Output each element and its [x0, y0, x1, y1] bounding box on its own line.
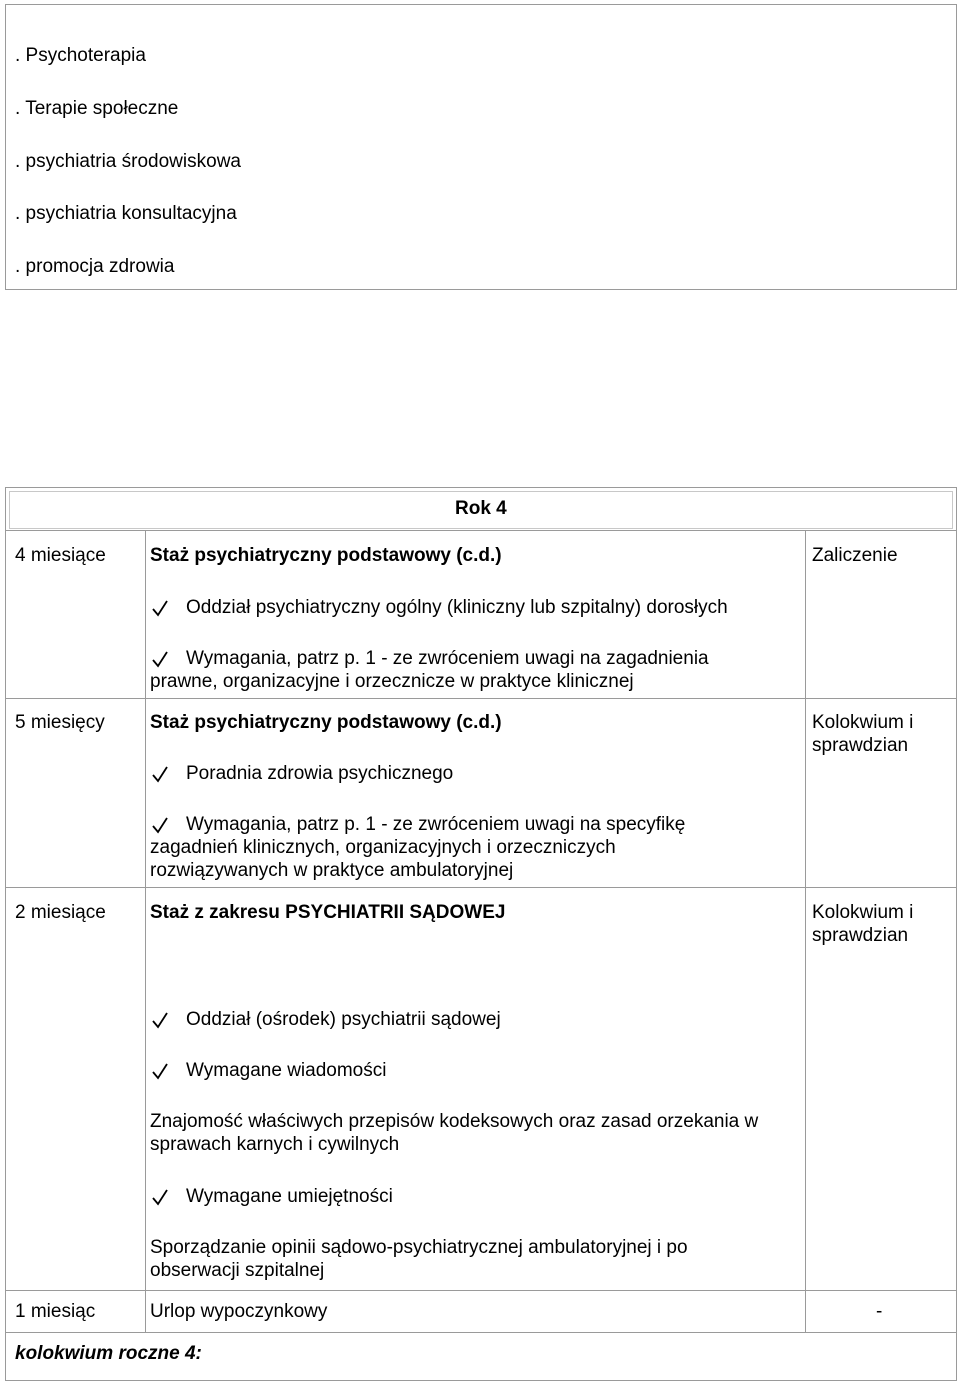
row-duration: 4 miesiące [15, 545, 106, 566]
list-item: . psychiatria konsultacyjna [15, 203, 237, 224]
list-item: Oddział psychiatryczny ogólny (kliniczny lub szpitalny) dorosłych [186, 597, 728, 618]
list-item: rozwiązywanych w praktyce ambulatoryjnej [150, 860, 514, 881]
list-item: Znajomość właściwych przepisów kodeksowych oraz zasad orzekania w [150, 1111, 759, 1132]
list-item: . psychiatria środowiskowa [15, 151, 241, 172]
row-assessment: Kolokwium i [812, 712, 914, 733]
list-item: . promocja zdrowia [15, 256, 175, 277]
list-item: Wymagane wiadomości [186, 1060, 387, 1081]
row-duration: 2 miesiące [15, 902, 106, 923]
row-assessment: sprawdzian [812, 925, 909, 946]
list-item: Wymagania, patrz p. 1 - ze zwróceniem uwagi na zagadnienia [186, 648, 709, 669]
list-item: . Terapie społeczne [15, 98, 179, 119]
column-divider [805, 530, 806, 1332]
row-title: Staż z zakresu PSYCHIATRII SĄDOWEJ [150, 902, 506, 923]
checkmark-icon [151, 649, 169, 669]
top-list-box [5, 4, 957, 290]
checkmark-icon [151, 1187, 169, 1207]
list-item: Oddział (ośrodek) psychiatrii sądowej [186, 1009, 501, 1030]
list-item: . Psychoterapia [15, 45, 146, 66]
row-assessment: Zaliczenie [812, 545, 898, 566]
row-divider [5, 530, 957, 531]
row-duration: 5 miesięcy [15, 712, 105, 733]
list-item: Wymagania, patrz p. 1 - ze zwróceniem uwagi na specyfikę [186, 814, 686, 835]
row-divider [5, 1332, 957, 1333]
checkmark-icon [151, 598, 169, 618]
list-item: Poradnia zdrowia psychicznego [186, 763, 454, 784]
checkmark-icon [151, 1061, 169, 1081]
list-item: zagadnień klinicznych, organizacyjnych i orzeczniczych [150, 837, 616, 858]
row-assessment: Kolokwium i [812, 902, 914, 923]
table-header-title: Rok 4 [455, 498, 507, 519]
list-item: sprawach karnych i cywilnych [150, 1134, 400, 1155]
list-item: Wymagane umiejętności [186, 1186, 393, 1207]
list-item: obserwacji szpitalnej [150, 1260, 325, 1281]
table-footer: kolokwium roczne 4: [15, 1343, 202, 1364]
checkmark-icon [151, 815, 169, 835]
row-divider [5, 887, 957, 888]
list-item: prawne, organizacyjne i orzecznicze w praktyce klinicznej [150, 671, 634, 692]
checkmark-icon [151, 1010, 169, 1030]
list-item: Sporządzanie opinii sądowo-psychiatrycznej ambulatoryjnej i po [150, 1237, 688, 1258]
row-assessment: - [876, 1301, 883, 1322]
row-title: Urlop wypoczynkowy [150, 1301, 328, 1322]
column-divider [145, 530, 146, 1332]
row-divider [5, 698, 957, 699]
row-assessment: sprawdzian [812, 735, 909, 756]
row-title: Staż psychiatryczny podstawowy (c.d.) [150, 712, 502, 733]
row-title: Staż psychiatryczny podstawowy (c.d.) [150, 545, 502, 566]
row-duration: 1 miesiąc [15, 1301, 96, 1322]
checkmark-icon [151, 764, 169, 784]
row-divider [5, 1290, 957, 1291]
